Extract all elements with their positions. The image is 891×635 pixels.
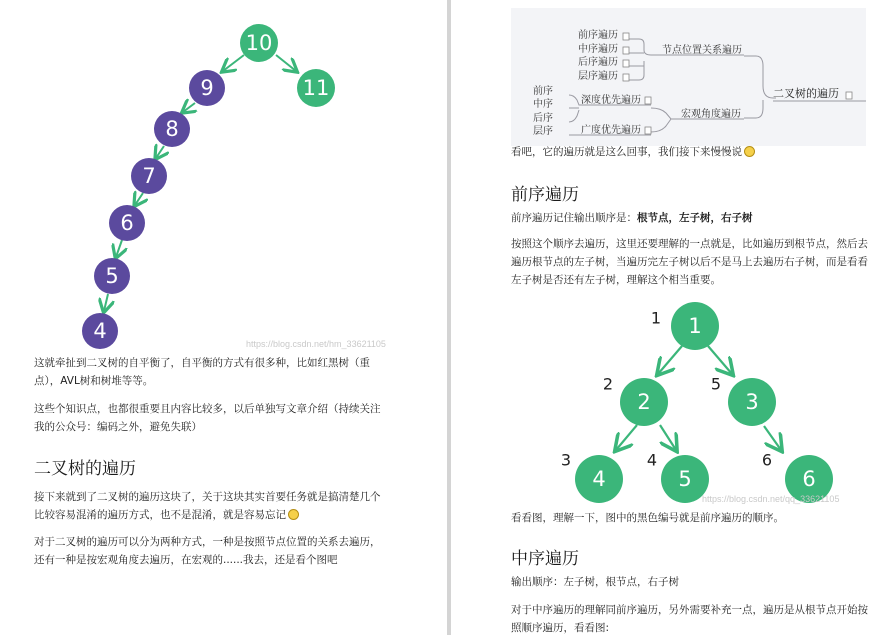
mindmap-item-preorder: 前序遍历 [578, 30, 618, 41]
mindmap-branch-macro: 宏观角度遍历 [681, 109, 741, 120]
mindmap-leaf-pre: 前序 [533, 86, 553, 97]
mindmap-root: 二叉树的遍历 [773, 87, 839, 100]
paragraph-traversal-intro [34, 488, 386, 524]
order-label-node-2: 2 [602, 374, 614, 394]
page-divider [447, 0, 451, 635]
chain-tree-figure [0, 0, 446, 355]
preorder-paragraph: 按照这个顺序去遍历，这里还要理解的一点就是，比如遍历到根节点，然后去遍历根节点的左子树，当遍历完左子树以后不是马上去遍历右子树，而是看看左子树是否还有左子树，理解这个相当重要。 [511, 238, 868, 286]
tree-node-4 [575, 455, 623, 503]
svg-text:1: 1 [688, 314, 702, 338]
svg-text:4: 4 [592, 467, 606, 491]
chain-node-6 [109, 205, 145, 241]
svg-text:6: 6 [120, 211, 134, 235]
preorder-rule [511, 209, 871, 227]
chain-node-9 [189, 70, 225, 106]
inorder-paragraph: 对于中序遍历的理解同前序遍历，另外需要补充一点，遍历是从根节点开始按照顺序遍历，看看图: [511, 604, 868, 634]
svg-text:3: 3 [745, 390, 759, 414]
chain-node-8 [154, 111, 190, 147]
grin-emoji-icon [288, 509, 299, 520]
paragraph-traversal-methods: 对于二叉树的遍历可以分为两种方式，一种是按照节点位置的关系去遍历，还有一种是按宏观角度去遍历，在宏观的......我去，还是看个图吧 [34, 536, 381, 566]
tree-node-3 [728, 378, 776, 426]
grin-emoji-icon [744, 146, 755, 157]
svg-text:9: 9 [200, 76, 214, 100]
svg-text:5: 5 [678, 467, 692, 491]
chain-node-11 [297, 69, 335, 107]
chain-node-10 [240, 24, 278, 62]
heading-inorder: 中序遍历 [511, 549, 579, 569]
mindmap-leaf-in: 中序 [533, 99, 553, 110]
caption-preorder-tree: 看看图，理解一下，图中的黑色编号就是前序遍历的顺序。 [511, 512, 784, 524]
caption-mindmap [511, 143, 871, 161]
order-label-node-3: 5 [710, 374, 722, 394]
mindmap-leaf-level: 层序 [533, 126, 553, 137]
inorder-rule: 输出顺序：左子树，根节点，右子树 [511, 576, 679, 588]
mindmap-item-inorder: 中序遍历 [578, 44, 618, 55]
mindmap-leaf-post: 后序 [533, 113, 553, 124]
paragraph-self-balance: 这就牵扯到二叉树的自平衡了，自平衡的方式有很多种，比如红黑树（重点），AVL树和树堆等等。 [34, 357, 370, 387]
preorder-tree-watermark: https://blog.csdn.net/qq_33621105 [702, 494, 840, 504]
traversal-mindmap [511, 8, 866, 146]
note-icon [645, 127, 651, 134]
chain-node-7 [131, 158, 167, 194]
heading-binary-tree-traversal: 二叉树的遍历 [34, 459, 136, 479]
note-icon [623, 33, 629, 40]
note-icon [623, 60, 629, 67]
svg-text:10: 10 [245, 31, 273, 55]
mindmap-sub-depth-first: 深度优先遍历 [581, 95, 641, 106]
mindmap-item-postorder: 后序遍历 [578, 57, 618, 68]
note-icon [623, 47, 629, 54]
paragraph-knowledge-points: 这些个知识点，也都很重要且内容比较多，以后单独写文章介绍（持续关注我的公众号：编码之外，避免失联） [34, 403, 381, 433]
heading-preorder: 前序遍历 [511, 185, 579, 205]
svg-text:11: 11 [302, 76, 330, 100]
note-icon [645, 97, 651, 104]
order-label-node-4: 3 [560, 450, 572, 470]
mindmap-sub-breadth-first: 广度优先遍历 [581, 125, 641, 136]
svg-text:7: 7 [142, 164, 156, 188]
svg-text:8: 8 [165, 117, 179, 141]
preorder-tree-figure [552, 296, 852, 510]
paragraph-traversal-intro-text: 接下来就到了二叉树的遍历这块了，关于这块其实首要任务就是搞清楚几个比较容易混淆的遍历方式，也不是混淆，就是容易忘记 [34, 491, 381, 521]
svg-text:5: 5 [105, 264, 119, 288]
note-icon [623, 74, 629, 81]
mindmap-item-levelorder: 层序遍历 [578, 71, 618, 82]
order-label-node-1: 1 [650, 308, 662, 328]
preorder-rule-prefix: 前序遍历记住输出顺序是： [511, 212, 637, 224]
svg-text:4: 4 [93, 319, 107, 343]
svg-text:6: 6 [802, 467, 816, 491]
chain-node-4 [82, 313, 118, 349]
tree-node-2 [620, 378, 668, 426]
svg-text:2: 2 [637, 390, 651, 414]
chain-node-5 [94, 258, 130, 294]
preorder-rule-bold: 根节点，左子树，右子树 [637, 212, 753, 224]
order-label-node-6: 6 [761, 450, 773, 470]
order-label-node-5: 4 [646, 450, 658, 470]
mindmap-branch-node-position: 节点位置关系遍历 [662, 45, 742, 56]
right-page [452, 0, 891, 635]
tree-node-1 [671, 302, 719, 350]
caption-mindmap-text: 看吧，它的遍历就是这么回事，我们接下来慢慢说 [511, 146, 742, 158]
chain-tree-watermark: https://blog.csdn.net/hm_33621105 [246, 339, 386, 349]
note-icon [846, 92, 852, 99]
